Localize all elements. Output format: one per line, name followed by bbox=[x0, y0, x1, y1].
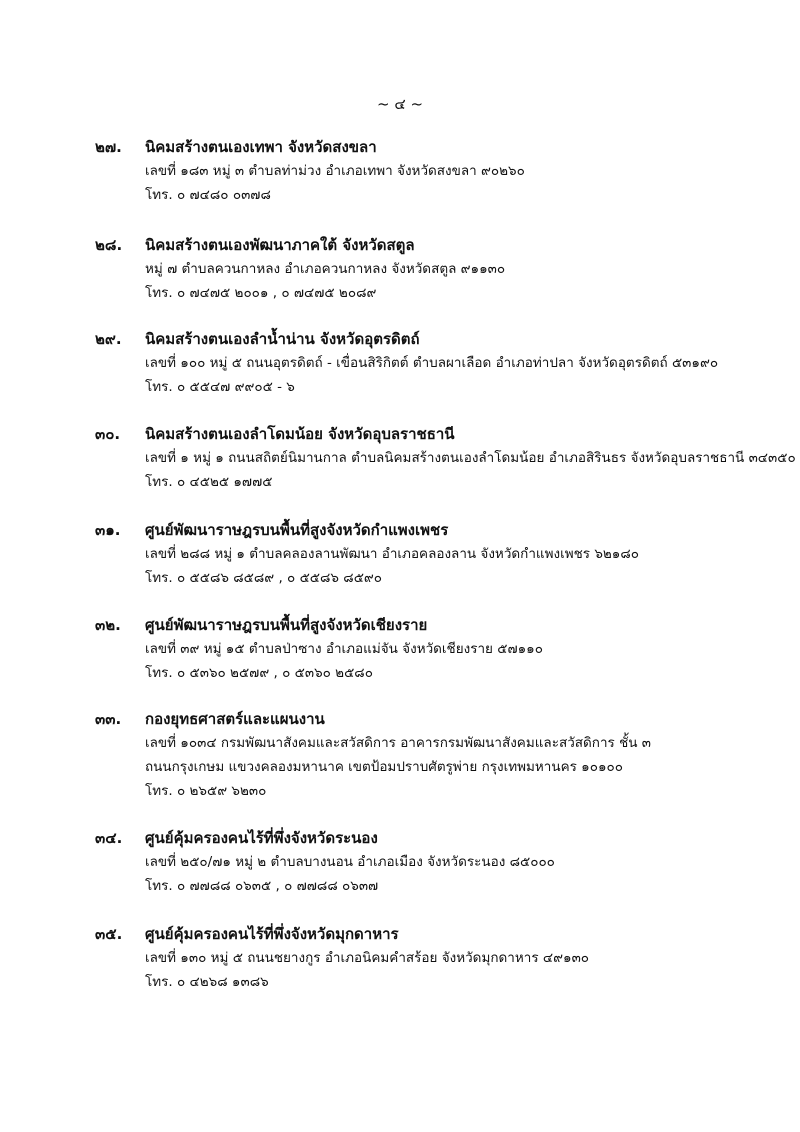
entry-phone: โทร. ๐ ๕๓๖๐ ๒๕๗๙ , ๐ ๕๓๖๐ ๒๕๘๐ bbox=[145, 665, 373, 681]
entry-phone: โทร. ๐ ๗๔๗๕ ๒๐๐๑ , ๐ ๗๔๗๕ ๒๐๘๙ bbox=[145, 285, 377, 301]
entry-number: ๓๕. bbox=[95, 925, 123, 943]
entry-number: ๒๗. bbox=[95, 138, 122, 156]
entry-number: ๓๐. bbox=[95, 425, 121, 443]
entry-number: ๓๒. bbox=[95, 616, 121, 634]
entry-title: นิคมสร้างตนเองลำโดมน้อย จังหวัดอุบลราชธานี bbox=[145, 425, 455, 443]
entry-title: นิคมสร้างตนเองลำน้ำน่าน จังหวัดอุตรดิตถ์ bbox=[145, 330, 420, 348]
entry-number: ๓๔. bbox=[95, 829, 123, 847]
entry-address: เลขที่ ๑๓๐ หมู่ ๕ ถนนชยางกูร อำเภอนิคมคำสร้อย จังหวัดมุกดาหาร ๔๙๑๓๐ bbox=[145, 950, 590, 966]
entry-address: เลขที่ ๑๐๐ หมู่ ๕ ถนนอุตรดิตถ์ - เขื่อนสิริกิตต์ ตำบลผาเลือด อำเภอท่าปลา จังหวัดอุตรดิตถ์ ๕๓๑๙๐ bbox=[145, 355, 719, 371]
entry-title: ศูนย์พัฒนาราษฎรบนพื้นที่สูงจังหวัดเชียงราย bbox=[145, 616, 428, 634]
entry-title: ศูนย์พัฒนาราษฎรบนพื้นที่สูงจังหวัดกำแพงเพชร bbox=[145, 521, 449, 539]
entry-body bbox=[145, 327, 785, 399]
entry-body bbox=[145, 613, 785, 685]
entry-address: เลขที่ ๒๘๘ หมู่ ๑ ตำบลคลองลานพัฒนา อำเภอคลองลาน จังหวัดกำแพงเพชร ๖๒๑๘๐ bbox=[145, 546, 640, 562]
entry-body bbox=[145, 826, 785, 898]
entry-phone: โทร. ๐ ๒๖๕๙ ๖๒๓๐ bbox=[145, 783, 267, 799]
entry-body bbox=[145, 135, 785, 207]
entry-address: หมู่ ๗ ตำบลควนกาหลง อำเภอควนกาหลง จังหวัดสตูล ๙๑๑๓๐ bbox=[145, 261, 506, 277]
entry-number: ๓๑. bbox=[95, 521, 121, 539]
entry-address: เลขที่ ๓๙ หมู่ ๑๕ ตำบลป่าซาง อำเภอแม่จัน จังหวัดเชียงราย ๕๗๑๑๐ bbox=[145, 641, 543, 657]
entry-address: เลขที่ ๑๘๓ หมู่ ๓ ตำบลท่าม่วง อำเภอเทพา จังหวัดสงขลา ๙๐๒๖๐ bbox=[145, 163, 525, 179]
entry-phone: โทร. ๐ ๕๕๔๗ ๙๙๐๕ - ๖ bbox=[145, 379, 295, 395]
entry-number: ๓๓. bbox=[95, 710, 122, 728]
entry-phone: โทร. ๐ ๗๗๘๘ ๐๖๓๕ , ๐ ๗๗๘๘ ๐๖๓๗ bbox=[145, 878, 379, 894]
entry-body bbox=[145, 518, 785, 590]
entry-address-line-2: ถนนกรุงเกษม แขวงคลองมหานาค เขตป้อมปราบศัตรูพ่าย กรุงเทพมหานคร ๑๐๑๐๐ bbox=[145, 759, 624, 775]
entry-phone: โทร. ๐ ๔๕๒๕ ๑๗๗๕ bbox=[145, 474, 273, 490]
entry-body bbox=[145, 233, 785, 305]
entry-body bbox=[145, 922, 785, 994]
entry-address: เลขที่ ๒๕๐/๗๑ หมู่ ๒ ตำบลบางนอน อำเภอเมือง จังหวัดระนอง ๘๕๐๐๐ bbox=[145, 854, 555, 870]
page-number: ~ ๔ ~ bbox=[376, 95, 424, 113]
entry-title: ศูนย์คุ้มครองคนไร้ที่พึ่งจังหวัดระนอง bbox=[145, 829, 378, 847]
entry-body bbox=[145, 422, 796, 494]
entry-address: เลขที่ ๑๐๓๔ กรมพัฒนาสังคมและสวัสดิการ อาคารกรมพัฒนาสังคมและสวัสดิการ ชั้น ๓ bbox=[145, 735, 651, 751]
entry-phone: โทร. ๐ ๕๕๘๖ ๘๕๘๙ , ๐ ๕๕๘๖ ๘๕๙๐ bbox=[145, 570, 383, 586]
entry-number: ๒๙. bbox=[95, 330, 122, 348]
entry-title: ศูนย์คุ้มครองคนไร้ที่พึ่งจังหวัดมุกดาหาร bbox=[145, 925, 399, 943]
entry-body bbox=[145, 707, 785, 803]
entry-phone: โทร. ๐ ๔๒๖๘ ๑๓๘๖ bbox=[145, 974, 269, 990]
entry-title: นิคมสร้างตนเองพัฒนาภาคใต้ จังหวัดสตูล bbox=[145, 236, 415, 254]
entry-number: ๒๘. bbox=[95, 236, 123, 254]
entry-title: กองยุทธศาสตร์และแผนงาน bbox=[145, 710, 325, 728]
entry-phone: โทร. ๐ ๗๔๘๐ ๐๓๗๘ bbox=[145, 187, 271, 203]
entry-address: เลขที่ ๑ หมู่ ๑ ถนนสถิตย์นิมานกาล ตำบลนิคมสร้างตนเองลำโดมน้อย อำเภอสิรินธร จังหวัดอุบลราชธานี ๓๔๓๕๐ bbox=[145, 450, 796, 466]
entry-title: นิคมสร้างตนเองเทพา จังหวัดสงขลา bbox=[145, 138, 377, 156]
